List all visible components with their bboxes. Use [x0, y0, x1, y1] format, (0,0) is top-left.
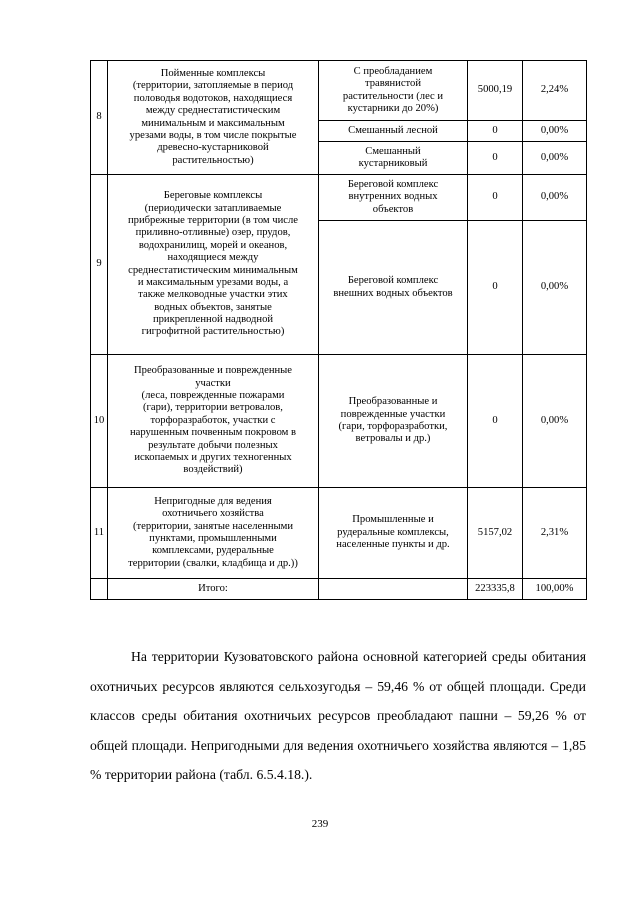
percent-value: 0,00%: [523, 121, 587, 142]
group-description: Пойменные комплексы (территории, затопляемые в период половодья водотоков, находящиеся между среднестатистическим минимальным и максимальным урезами воды, в том числе покрытые древесно-кустарниковой растительностью): [108, 61, 319, 175]
total-label: Итого:: [108, 579, 319, 600]
row-number: 11: [91, 488, 108, 579]
total-empty-cell: [319, 579, 468, 600]
table-row: [91, 61, 587, 121]
subclass-name: Береговой комплекс внутренних водных объектов: [319, 175, 468, 221]
percent-value: 0,00%: [523, 355, 587, 488]
subclass-name: Промышленные и рудеральные комплексы, населенные пункты и др.: [319, 488, 468, 579]
total-num-cell: [91, 579, 108, 600]
subclass-name: Береговой комплекс внешних водных объектов: [319, 221, 468, 355]
area-value: 0: [468, 142, 523, 175]
area-value: 0: [468, 121, 523, 142]
total-row: [91, 579, 587, 600]
total-percent: 100,00%: [523, 579, 587, 600]
area-value: 0: [468, 355, 523, 488]
subclass-name: Смешанный лесной: [319, 121, 468, 142]
subclass-name: Преобразованные и поврежденные участки (гари, торфоразработки, ветровалы и др.): [319, 355, 468, 488]
habitat-classes-table: [90, 60, 587, 600]
summary-paragraph: На территории Кузоватовского района основной категорией среды обитания охотничьих ресурсов являются сельхозугодья – 59,46 % от общей площади. Среди классов среды обитания охотничьих ресурсов преобладают пашни – 59,26 % от общей площади. Непригодными для ведения охотничьего хозяйства являются – 1,85 % территории района (табл. 6.5.4.18.).: [90, 649, 586, 782]
area-value: 0: [468, 175, 523, 221]
table-row: [91, 175, 587, 221]
percent-value: 2,31%: [523, 488, 587, 579]
area-value: 0: [468, 221, 523, 355]
area-value: 5157,02: [468, 488, 523, 579]
subclass-name: С преобладанием травянистой растительности (лес и кустарники до 20%): [319, 61, 468, 121]
row-number: 9: [91, 175, 108, 355]
total-area: 223335,8: [468, 579, 523, 600]
percent-value: 2,24%: [523, 61, 587, 121]
percent-value: 0,00%: [523, 175, 587, 221]
table-row: [91, 488, 587, 579]
group-description: Береговые комплексы (периодически затапливаемые прибрежные территории (в том числе приливно-отливные) озер, прудов, водохранилищ, морей и океанов, находящиеся между среднестатистическим минимальным и максимальным урезами воды, а также мелководные участки этих водных объектов, занятые прикрепленной надводной гигрофитной растительностью): [108, 175, 319, 355]
subclass-name: Смешанный кустарниковый: [319, 142, 468, 175]
group-description: Преобразованные и поврежденные участки (леса, поврежденные пожарами (гари), территории ветровалов, торфоразработок, участки с нарушенным почвенным покровом в результате добычи полезных ископаемых и других техногенных воздействий): [108, 355, 319, 488]
page-number: 239: [311, 818, 329, 830]
area-value: 5000,19: [468, 61, 523, 121]
percent-value: 0,00%: [523, 221, 587, 355]
table-row: [91, 355, 587, 488]
group-description: Непригодные для ведения охотничьего хозяйства (территории, занятые населенными пунктами, промышленными комплексами, рудеральные территории (свалки, кладбища и др.)): [108, 488, 319, 579]
row-number: 8: [91, 61, 108, 175]
row-number: 10: [91, 355, 108, 488]
percent-value: 0,00%: [523, 142, 587, 175]
